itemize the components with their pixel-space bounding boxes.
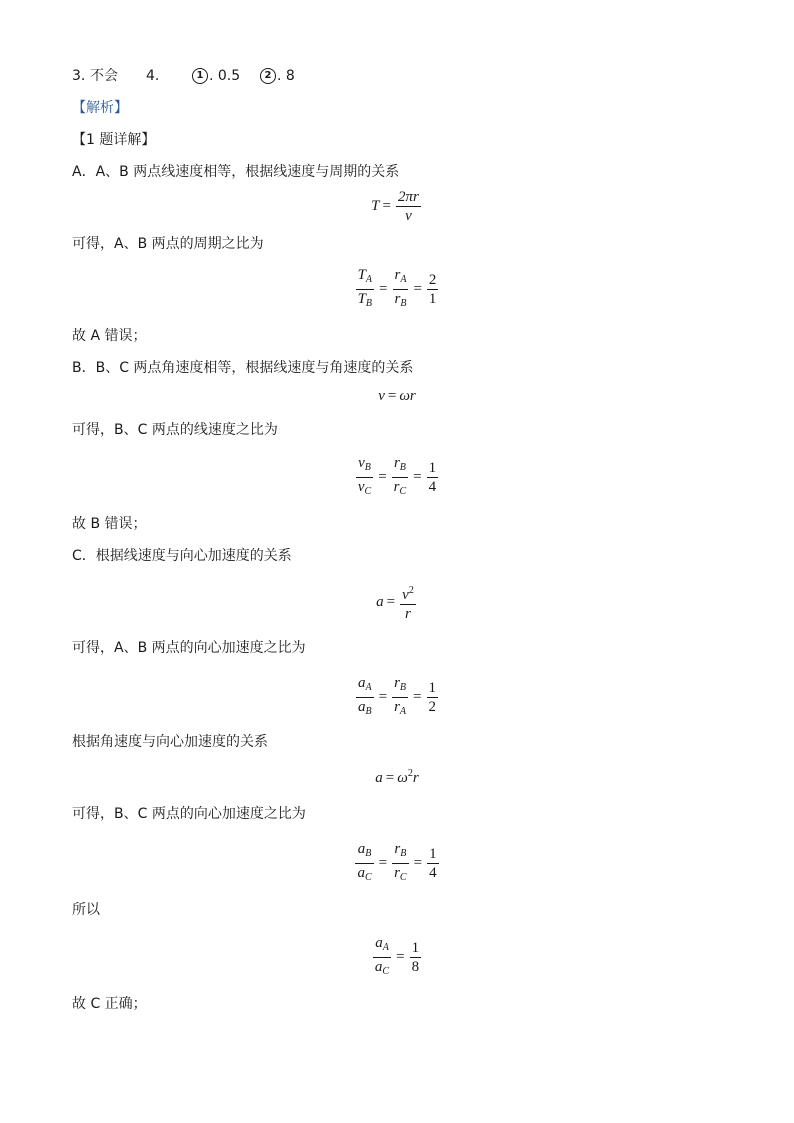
part-c-result-2: 可得，B、C 两点的向心加速度之比为 (72, 806, 306, 822)
part-c-intro-2: 根据角速度与向心加速度的关系 (72, 734, 268, 750)
part-a-intro: A．A、B 两点线速度相等，根据线速度与周期的关系 (72, 164, 400, 180)
part-c-so: 所以 (72, 902, 100, 918)
part-a-conclusion: 故 A 错误； (72, 328, 147, 344)
circled-number-2: 2 (260, 68, 276, 84)
circled-number-1: 1 (192, 68, 208, 84)
part-b-conclusion: 故 B 错误； (72, 516, 147, 532)
formula-linear-angular: v = ωr (378, 388, 416, 405)
formula-period: T = $\frac{2\pi r}{v}$ (371, 189, 419, 224)
formula-centripetal-w: $a = \omega^2r$ (375, 768, 419, 787)
q3-answer: 不会 (90, 68, 118, 84)
part-c-conclusion: 故 C 正确； (72, 996, 147, 1012)
answers-row (72, 66, 372, 86)
formula-period-ratio: $\frac{T_A}{T_B}$ = $\frac{r_A}{r_B}$ = $\frac{2}{1}$ (357, 267, 437, 309)
q4-number: 4. (146, 68, 160, 84)
part-a-result: 可得，A、B 两点的周期之比为 (72, 236, 264, 252)
q4-answer-1: 1 . 0.5 (192, 66, 240, 86)
part-c-intro: C．根据线速度与向心加速度的关系 (72, 548, 292, 564)
formula-velocity-ratio: $\frac{v_B}{v_C}$ = $\frac{r_B}{r_C}$ = $\frac{1}{4}$ (357, 455, 437, 497)
formula-centripetal-v: a = $\frac{v^2}{r}$ (0, 582, 794, 623)
detail-heading: 【1 题详解】 (72, 132, 156, 148)
formula-accel-ratio-bc: $\frac{a_B}{a_C}$ = $\frac{r_B}{r_C}$ = $\frac{1}{4}$ (357, 841, 437, 883)
q4-answer-2: 2 . 8 (260, 66, 295, 86)
formula-accel-ratio-ab: $\frac{a_A}{a_B}$ = $\frac{r_B}{r_A}$ = $\frac{1}{2}$ (358, 675, 436, 717)
part-c-result-1: 可得，A、B 两点的向心加速度之比为 (72, 640, 306, 656)
formula-accel-ratio-ac: $\frac{a_A}{a_C}$ = $\frac{1}{8}$ (374, 935, 420, 977)
part-b-intro: B．B、C 两点角速度相等，根据线速度与角速度的关系 (72, 360, 414, 376)
q3-number: 3. (72, 68, 86, 84)
analysis-heading: 【解析】 (72, 100, 128, 116)
part-b-result: 可得，B、C 两点的线速度之比为 (72, 422, 278, 438)
